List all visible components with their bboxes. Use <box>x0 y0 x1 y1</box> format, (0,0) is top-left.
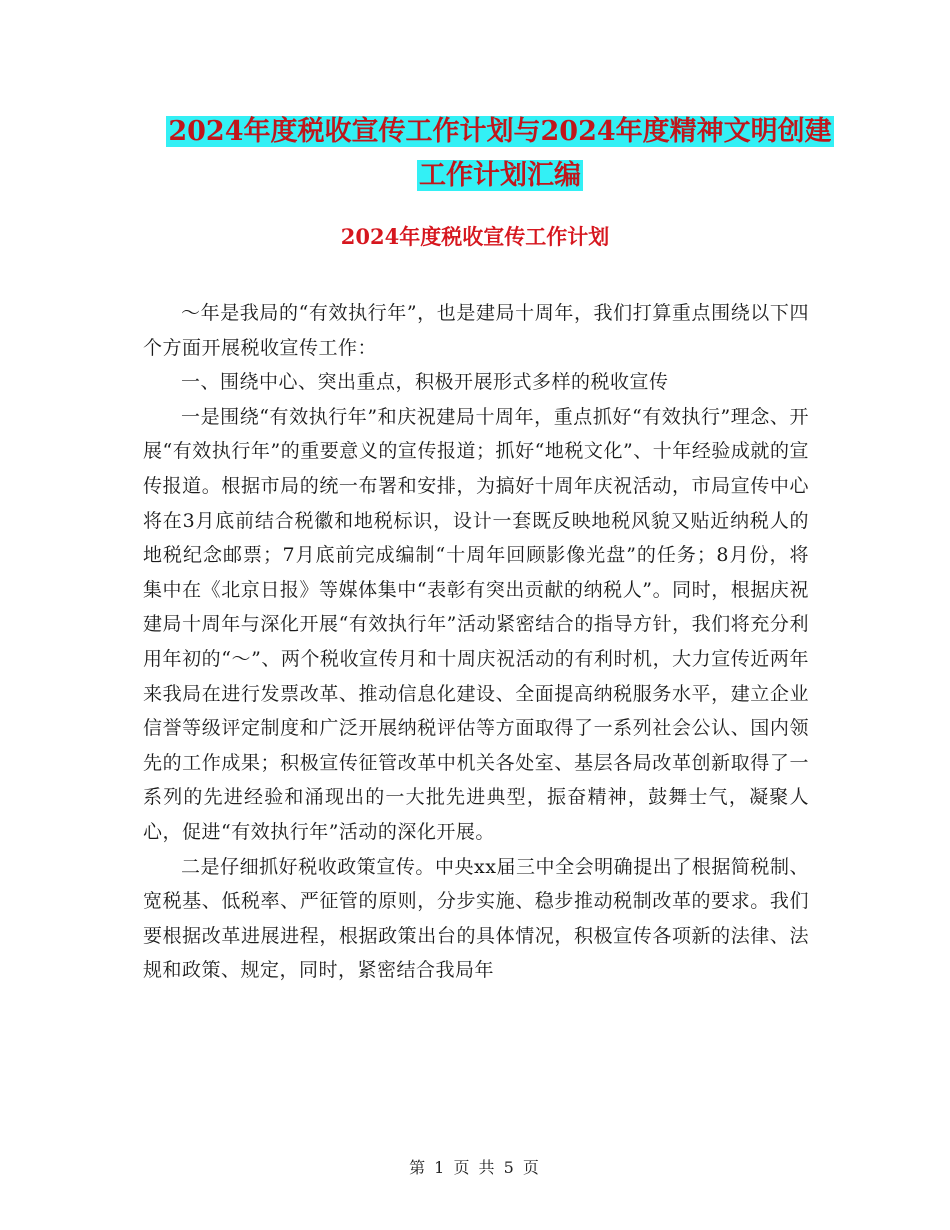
paragraph-item-1: 一是围绕“有效执行年”和庆祝建局十周年，重点抓好“有效执行”理念、开展“有效执行年”的重要意义的宣传报道；抓好“地税文化”、十年经验成就的宣传报道。根据市局的统一布署和安排，为搞好十周年庆祝活动，市局宣传中心将在3月底前结合税徽和地税标识，设计一套既反映地税风貌又贴近纳税人的地税纪念邮票；7月底前完成编制“十周年回顾影像光盘”的任务；8月份，将集中在《北京日报》等媒体集中“表彰有突出贡献的纳税人”。同时，根据庆祝建局十周年与深化开展“有效执行年”活动紧密结合的指导方针，我们将充分利用年初的“～”、两个税收宣传月和十周庆祝活动的有利时机，大力宣传近两年来我局在进行发票改革、推动信息化建设、全面提高纳税服务水平，建立企业信誉等级评定制度和广泛开展纳税评估等方面取得了一系列社会公认、国内领先的工作成果；积极宣传征管改革中机关各处室、基层各局改革创新取得了一系列的先进经验和涌现出的一大批先进典型，振奋精神，鼓舞士气，凝聚人心，促进“有效执行年”活动的深化开展。 <box>143 405 809 843</box>
paragraph-item-2: 二是仔细抓好税收政策宣传。中央xx届三中全会明确提出了根据简税制、宽税基、低税率、严征管的原则，分步实施、稳步推动税制改革的要求。我们要根据改革进展进程，根据政策出台的具体情况，积极宣传各项新的法律、法规和政策、规定，同时，紧密结合我局年 <box>143 855 809 982</box>
page-footer: 第 1 页 共 5 页 <box>409 1158 541 1177</box>
title-line-1: 2024年度税收宣传工作计划与2024年度精神文明创建 <box>168 116 832 147</box>
paragraph-heading-1: 一、围绕中心、突出重点，积极开展形式多样的税收宣传 <box>181 371 669 394</box>
title-line-2: 工作计划汇编 <box>419 160 581 191</box>
document-title <box>120 110 880 198</box>
section-title: 2024年度税收宣传工作计划 <box>340 224 610 249</box>
paragraph-intro: ～年是我局的“有效执行年”，也是建局十周年，我们打算重点围绕以下四个方面开展税收宣传工作： <box>143 302 809 359</box>
document-body <box>143 296 809 988</box>
